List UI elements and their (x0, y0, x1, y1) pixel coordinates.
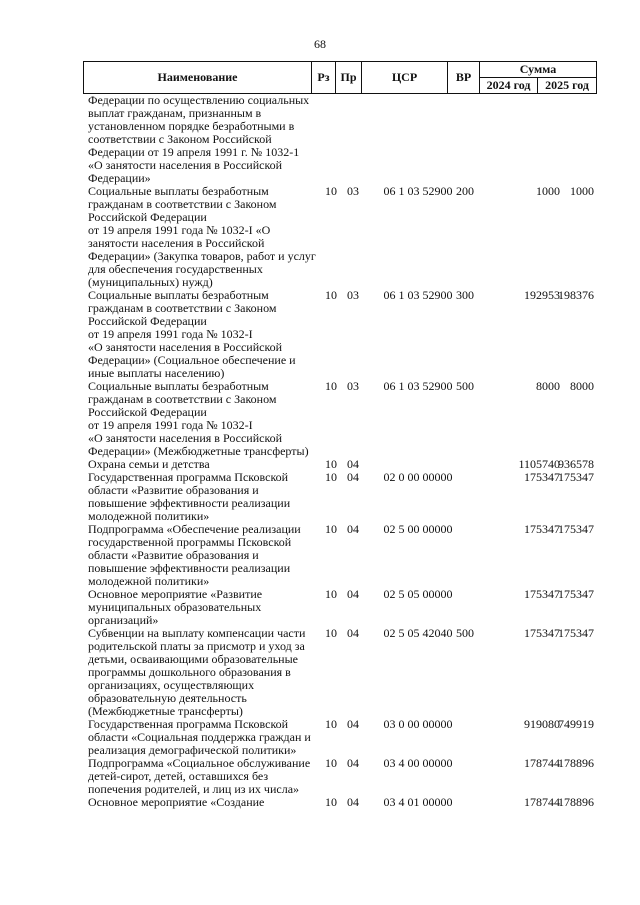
row-sum-2024: 175347 (524, 470, 560, 484)
row-name-line: организаций» (88, 613, 159, 627)
row-pr: 03 (347, 184, 359, 198)
table-row (88, 718, 600, 757)
row-name-line: Подпрограмма «Обеспечение реализации (88, 522, 301, 536)
row-name-line: муниципальных образовательных (88, 600, 262, 614)
table-row (88, 588, 600, 627)
row-sum-2024: 1105740 (518, 457, 560, 471)
row-name-line: Государственная программа Псковской (88, 470, 289, 484)
row-sum-2024: 175347 (524, 626, 560, 640)
row-csr: 06 1 03 52900 (383, 184, 453, 198)
row-name-line: Федерации» (Закупка товаров, работ и услуг (88, 249, 316, 263)
row-name-line: Субвенции на выплату компенсации части (88, 626, 306, 640)
row-csr: 02 0 00 00000 (383, 470, 453, 484)
row-name-line: «О занятости населения в Российской (88, 158, 283, 172)
header-vr: ВР (448, 62, 480, 93)
row-pr: 04 (347, 587, 359, 601)
row-name-line: детьми, осваивающими образовательные (88, 652, 298, 666)
row-name-line: Охрана семьи и детства (88, 457, 210, 471)
row-name-line: «О занятости населения в Российской (88, 340, 283, 354)
header-csr: ЦСР (362, 62, 448, 93)
row-name-line: выплат гражданам, признанным в (88, 106, 262, 120)
row-name-line: Российской Федерации (88, 314, 207, 328)
row-rz: 10 (325, 184, 337, 198)
row-pr: 04 (347, 626, 359, 640)
row-name-line: Основное мероприятие «Создание (88, 795, 265, 809)
table-row (88, 523, 600, 588)
row-name-line: установленном порядке безработными в (88, 119, 295, 133)
header-rz: Рз (312, 62, 336, 93)
table-row (88, 757, 600, 796)
page-number: 68 (314, 37, 326, 51)
row-rz: 10 (325, 379, 337, 393)
row-name-line: Федерации по осуществлению социальных (88, 93, 310, 107)
row-name-line: Российской Федерации (88, 405, 207, 419)
row-rz: 10 (325, 522, 337, 536)
row-sum-2025: 936578 (558, 457, 594, 471)
row-pr: 04 (347, 795, 359, 809)
header-pr: Пр (336, 62, 362, 93)
row-sum-2025: 178896 (558, 756, 594, 770)
row-csr: 02 5 00 00000 (383, 522, 453, 536)
table-row (88, 627, 600, 718)
row-rz: 10 (325, 457, 337, 471)
row-sum-2024: 175347 (524, 522, 560, 536)
row-name (88, 523, 310, 588)
table-row (88, 94, 600, 185)
row-csr: 06 1 03 52900 (383, 379, 453, 393)
table-row (88, 380, 600, 458)
row-name (88, 184, 316, 289)
row-name (88, 757, 310, 796)
row-pr: 04 (347, 717, 359, 731)
row-csr: 03 0 00 00000 (383, 717, 453, 731)
row-sum-2025: 175347 (558, 522, 594, 536)
row-name-line: занятости населения в Российской (88, 236, 265, 250)
row-csr: 06 1 03 52900 (383, 288, 453, 302)
table-row (88, 185, 600, 289)
row-name-line: гражданам в соответствии с Законом (88, 392, 277, 406)
row-sum-2024: 919080 (524, 717, 560, 731)
row-name-line: повышение эффективности реализации (88, 496, 291, 510)
row-pr: 04 (347, 522, 359, 536)
row-csr: 02 5 05 42040 (383, 626, 453, 640)
row-sum-2025: 175347 (558, 587, 594, 601)
row-sum-2025: 749919 (558, 717, 594, 731)
row-name-line: образовательную деятельность (88, 691, 247, 705)
row-name-line: программы дошкольного образования в (88, 665, 291, 679)
row-name-line: области «Развитие образования и (88, 548, 259, 562)
row-sum-2025: 178896 (558, 795, 594, 809)
row-name-line: попечения родителей, и лиц из их числа» (88, 782, 300, 796)
row-name-line: государственной программы Псковской (88, 535, 292, 549)
row-sum-2025: 175347 (558, 626, 594, 640)
row-name-line: Подпрограмма «Социальное обслуживание (88, 756, 311, 770)
row-name-line: молодежной политики» (88, 509, 210, 523)
row-name (88, 289, 310, 380)
table-header (83, 61, 597, 94)
row-sum-2024: 192953 (524, 288, 560, 302)
row-name (88, 627, 310, 718)
row-rz: 10 (325, 470, 337, 484)
row-rz: 10 (325, 795, 337, 809)
row-name-line: Основное мероприятие «Развитие (88, 587, 263, 601)
table-body (88, 94, 600, 809)
header-year-2024: 2024 год (480, 78, 538, 93)
row-sum-2024: 178744 (524, 756, 560, 770)
row-sum-2024: 1000 (536, 184, 560, 198)
row-sum-2024: 8000 (536, 379, 560, 393)
row-pr: 04 (347, 457, 359, 471)
row-name-line: Федерации» (Социальное обеспечение и (88, 353, 296, 367)
row-sum-2024: 175347 (524, 587, 560, 601)
row-name-line: Социальные выплаты безработным (88, 288, 269, 302)
row-name-line: Федерации от 19 апреля 1991 г. № 1032-1 (88, 145, 300, 159)
row-name-line: Российской Федерации (88, 210, 207, 224)
row-sum-2025: 1000 (570, 184, 594, 198)
row-name-line: реализация демографической политики» (88, 743, 297, 757)
row-sum-2024: 178744 (524, 795, 560, 809)
row-csr: 03 4 01 00000 (383, 795, 453, 809)
row-name-line: от 19 апреля 1991 года № 1032-I (88, 418, 253, 432)
header-name: Наименование (84, 62, 312, 93)
row-vr: 500 (456, 379, 474, 393)
row-rz: 10 (325, 626, 337, 640)
row-name-line: «О занятости населения в Российской (88, 431, 283, 445)
row-name (88, 718, 310, 757)
row-name-line: от 19 апреля 1991 года № 1032-I «О (88, 223, 271, 237)
header-year-2025: 2025 год (545, 78, 589, 92)
row-rz: 10 (325, 288, 337, 302)
row-name-line: соответствии с Законом Российской (88, 132, 272, 146)
row-pr: 03 (347, 379, 359, 393)
row-name-line: Федерации» (Межбюджетные трансферты) (88, 444, 309, 458)
row-name (88, 380, 310, 458)
row-name-line: Государственная программа Псковской (88, 717, 289, 731)
row-rz: 10 (325, 756, 337, 770)
row-name (88, 94, 310, 185)
row-pr: 03 (347, 288, 359, 302)
row-sum-2025: 198376 (558, 288, 594, 302)
row-vr: 200 (456, 184, 474, 198)
row-csr: 02 5 05 00000 (383, 587, 453, 601)
row-name-line: области «Социальная поддержка граждан и (88, 730, 311, 744)
row-name-line: молодежной политики» (88, 574, 210, 588)
table-row (88, 289, 600, 380)
header-sum: Сумма (480, 62, 596, 78)
row-name-line: (муниципальных) нужд) (88, 275, 213, 289)
row-name (88, 588, 310, 627)
row-vr: 500 (456, 626, 474, 640)
row-sum-2025: 175347 (558, 470, 594, 484)
row-rz: 10 (325, 717, 337, 731)
row-name (88, 471, 310, 523)
row-name-line: иные выплаты населению) (88, 366, 225, 380)
row-name-line: Социальные выплаты безработным (88, 379, 269, 393)
row-name-line: для обеспечения государственных (88, 262, 263, 276)
row-name (88, 796, 310, 809)
row-csr: 03 4 00 00000 (383, 756, 453, 770)
row-name-line: детей-сирот, детей, оставшихся без (88, 769, 269, 783)
row-name-line: Социальные выплаты безработным (88, 184, 269, 198)
row-name-line: Федерации» (88, 171, 151, 185)
table-row (88, 796, 600, 809)
row-name-line: гражданам в соответствии с Законом (88, 197, 277, 211)
row-name-line: области «Развитие образования и (88, 483, 259, 497)
table-row (88, 471, 600, 523)
row-name-line: (Межбюджетные трансферты) (88, 704, 243, 718)
row-name-line: от 19 апреля 1991 года № 1032-I (88, 327, 253, 341)
row-name-line: гражданам в соответствии с Законом (88, 301, 277, 315)
row-sum-2025: 8000 (570, 379, 594, 393)
row-name-line: организациях, осуществляющих (88, 678, 255, 692)
row-pr: 04 (347, 470, 359, 484)
row-name-line: повышение эффективности реализации (88, 561, 291, 575)
row-rz: 10 (325, 587, 337, 601)
row-name-line: родительской платы за присмотр и уход за (88, 639, 305, 653)
row-pr: 04 (347, 756, 359, 770)
row-vr: 300 (456, 288, 474, 302)
